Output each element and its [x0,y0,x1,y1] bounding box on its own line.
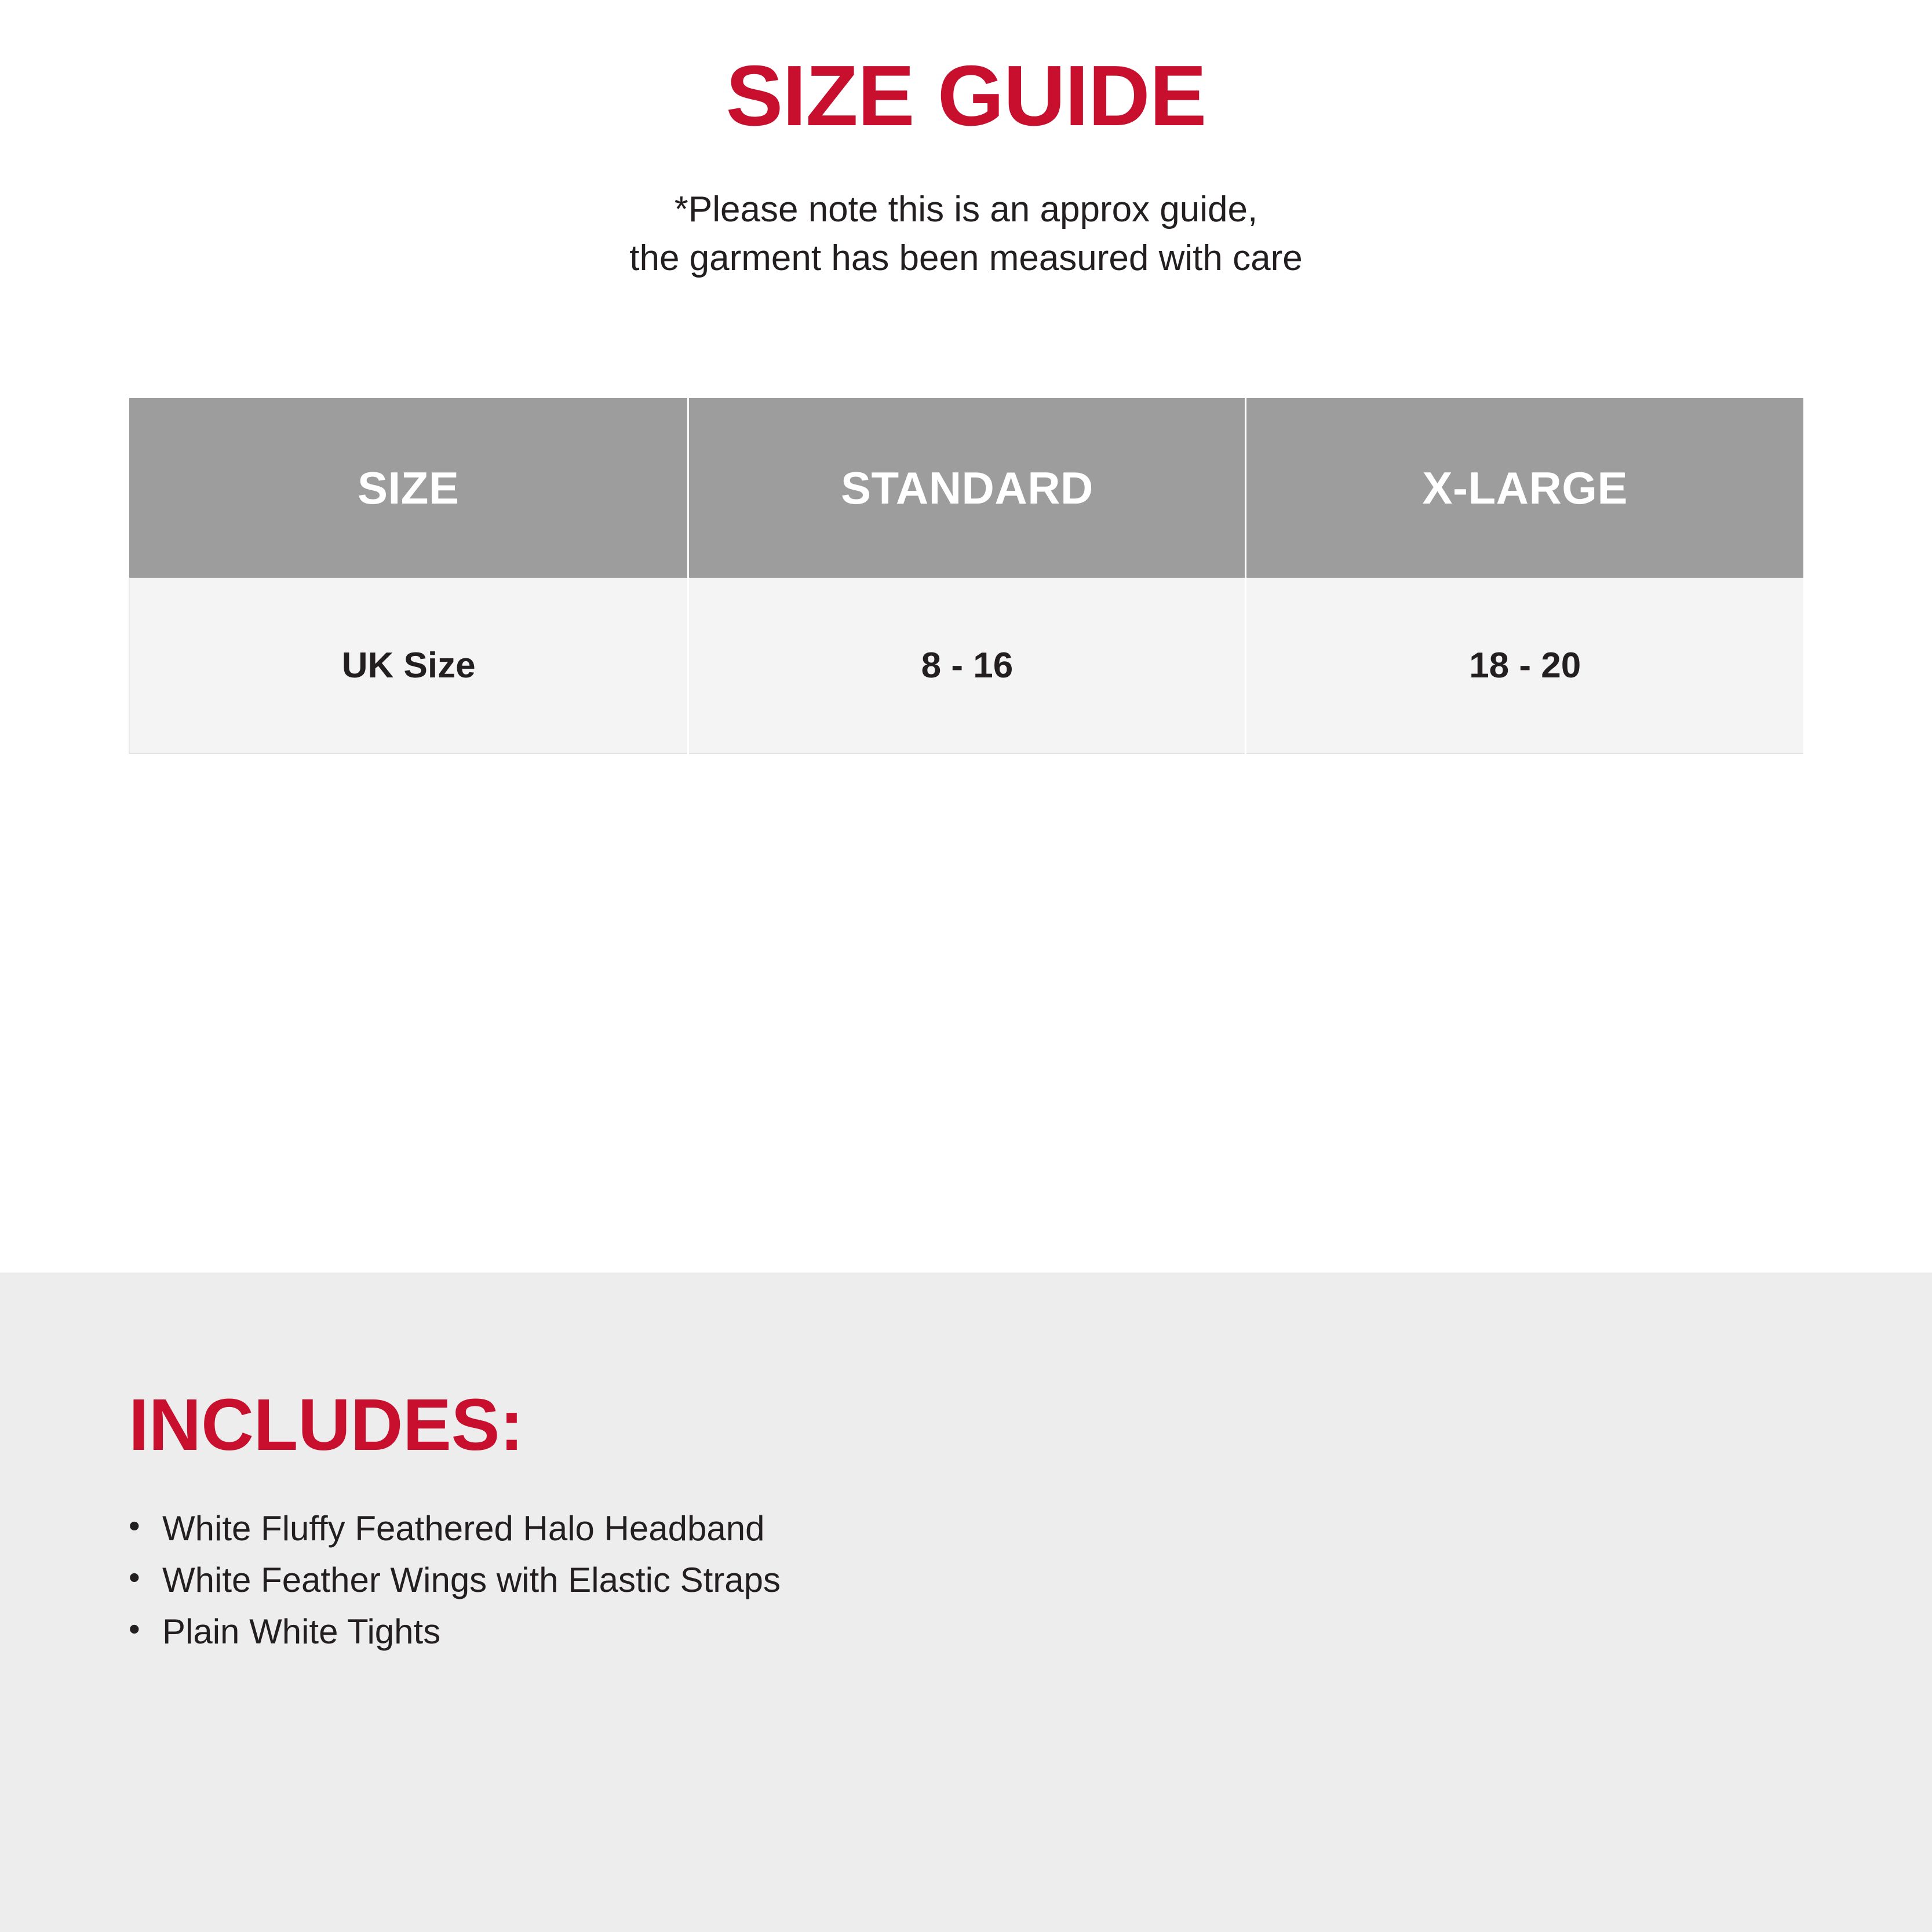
size-table [129,398,1803,754]
note-line-2: the garment has been measured with care [629,238,1303,278]
page-title: SIZE GUIDE [726,48,1206,144]
note-line-1: *Please note this is an approx guide, [674,189,1258,229]
bullet-icon: • [129,1610,140,1647]
list-item-label: Plain White Tights [162,1612,441,1651]
includes-title: INCLUDES: [129,1384,524,1466]
list-item [129,1555,1932,1606]
cell-xlarge-uk-size: 18 - 20 [1246,578,1803,753]
row-label-uk-size: UK Size [129,578,688,753]
list-item-label: White Feather Wings with Elastic Straps [162,1560,781,1599]
cell-standard-uk-size: 8 - 16 [688,578,1246,753]
table-row [129,578,1803,753]
includes-section [0,1273,1932,1932]
table-header-row [129,398,1803,578]
bullet-icon: • [129,1507,140,1544]
column-header-size: SIZE [129,398,688,578]
list-item [129,1606,1932,1658]
size-table-container [0,398,1932,754]
includes-list [0,1461,1932,1657]
column-header-standard: STANDARD [688,398,1246,578]
header-section [0,0,1932,282]
list-item-label: White Fluffy Feathered Halo Headband [162,1509,765,1548]
bullet-icon: • [129,1558,140,1595]
list-item [129,1503,1932,1555]
column-header-xlarge: X-LARGE [1246,398,1803,578]
approx-guide-note [0,185,1932,282]
